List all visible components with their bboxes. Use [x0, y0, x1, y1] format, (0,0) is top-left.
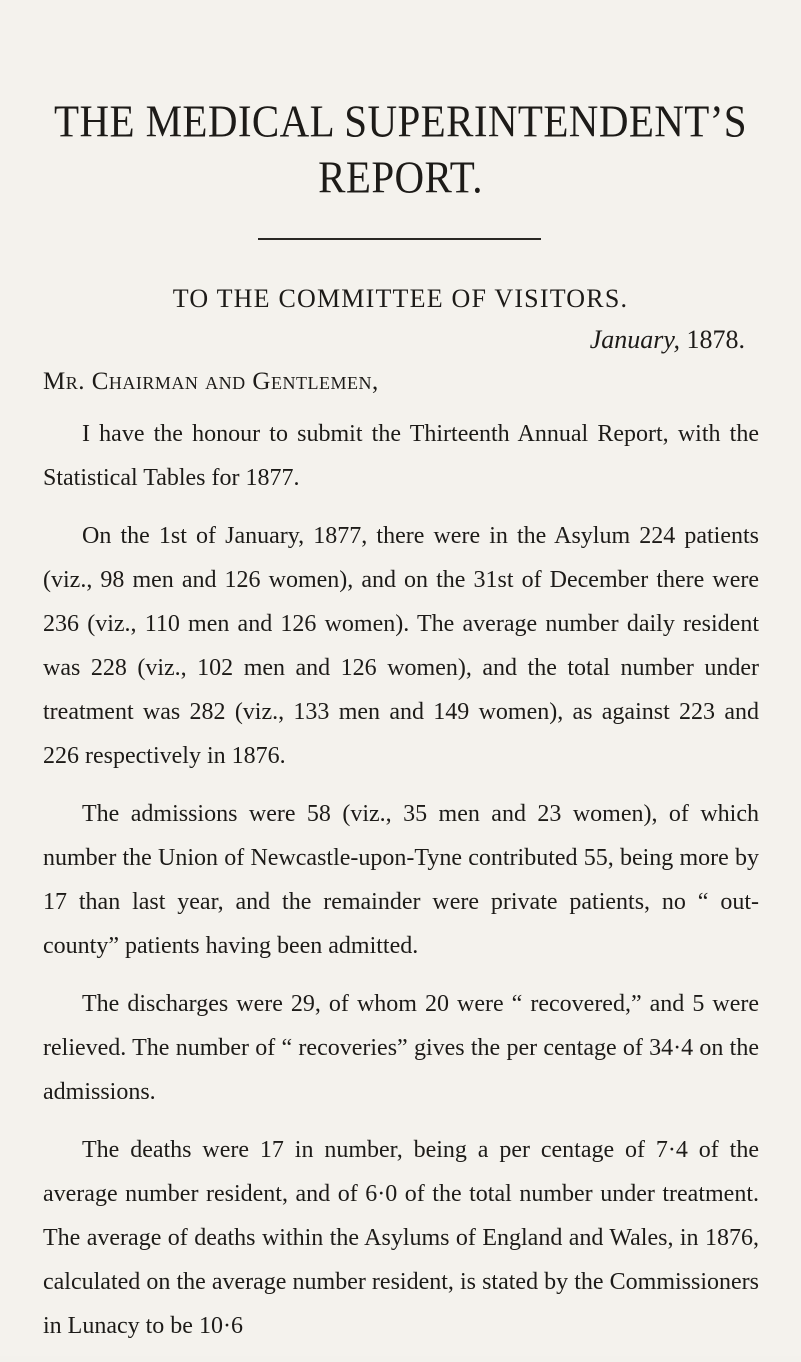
report-date: [590, 322, 745, 358]
paragraph-intro: I have the honour to submit the Thirteenth Annual Report, with the Statistical Tables for 1877.: [43, 421, 759, 491]
report-body: [43, 412, 759, 1362]
paragraph-discharges: The discharges were 29, of whom 20 were “ recovered,” and 5 were relieved. The number of “ recoveries” gives the per centage of 34·4 on the admissions.: [43, 991, 759, 1105]
paragraph-deaths: The deaths were 17 in number, being a per centage of 7·4 of the average number resident, and of 6·0 of the total number under treatment. The average of deaths within the Asylums of England and Wales, in 1876, calculated on the average number resident, is stated by the Commissioners in Lunacy to be 10·6: [43, 1137, 759, 1339]
title-divider: [258, 238, 541, 240]
salutation: Mr. Chairman and Gentlemen,: [43, 368, 379, 395]
paragraph-patients: On the 1st of January, 1877, there were in the Asylum 224 patients (viz., 98 men and 126 women), and on the 31st of December there were 236 (viz., 110 men and 126 women). The average number daily resident was 228 (viz., 102 men and 126 women), and the total number under treatment was 282 (viz., 133 men and 149 women), as against 223 and 226 respectively in 1876.: [43, 523, 759, 769]
paragraph-admissions: The admissions were 58 (viz., 35 men and 23 women), of which number the Union of Newcastle-upon-Tyne contributed 55, being more by 17 than last year, and the remainder were private patients, no “ out-county” patients having been admitted.: [43, 801, 759, 959]
date-year: 1878.: [686, 325, 745, 354]
addressee-heading: TO THE COMMITTEE OF VISITORS.: [172, 284, 629, 313]
page-title: THE MEDICAL SUPERINTENDENT’S REPORT.: [54, 95, 747, 203]
date-month: January,: [589, 325, 680, 354]
